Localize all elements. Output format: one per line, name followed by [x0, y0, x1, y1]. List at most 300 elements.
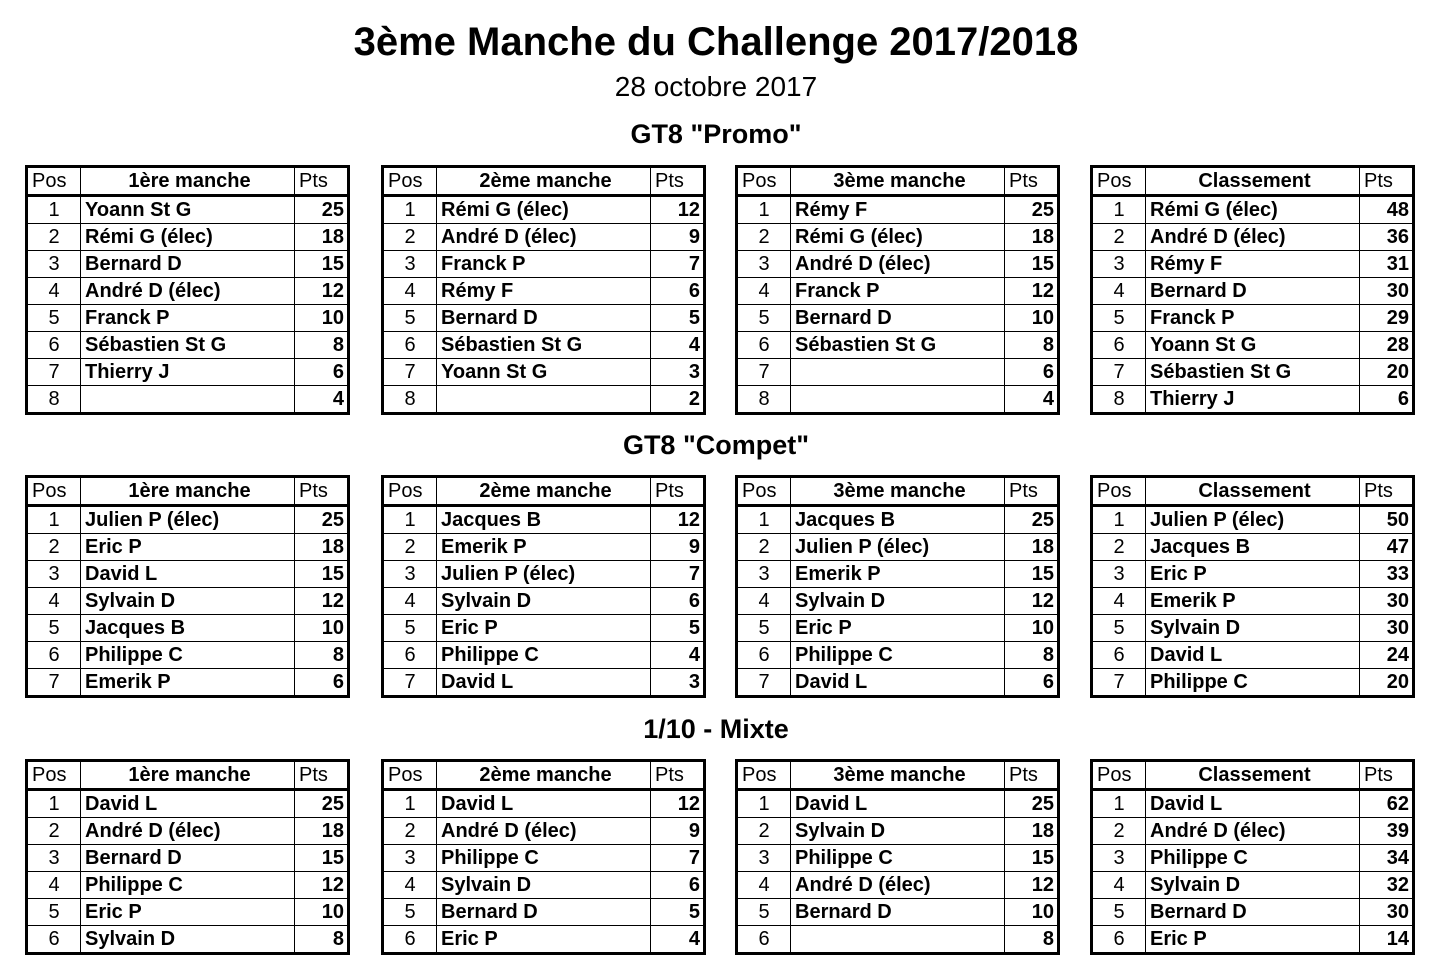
- driver-cell: [437, 386, 651, 414]
- results-table: [1090, 475, 1415, 698]
- position-cell: 2: [383, 224, 437, 251]
- table-row: [1092, 196, 1414, 224]
- results-table: [1090, 759, 1415, 955]
- table-row: [737, 534, 1059, 561]
- driver-cell: David L: [81, 790, 295, 818]
- table-row: [737, 561, 1059, 588]
- points-cell: 18: [1005, 818, 1059, 845]
- driver-cell: André D (élec): [1146, 818, 1360, 845]
- points-cell: 6: [295, 359, 349, 386]
- position-cell: 4: [737, 588, 791, 615]
- page-title: 3ème Manche du Challenge 2017/2018: [353, 20, 1079, 64]
- position-cell: 5: [1092, 899, 1146, 926]
- position-cell: 2: [383, 818, 437, 845]
- results-table: [25, 759, 350, 955]
- driver-cell: André D (élec): [81, 278, 295, 305]
- points-cell: 47: [1360, 534, 1414, 561]
- table-row: [1092, 615, 1414, 642]
- round-header: Classement: [1146, 477, 1360, 506]
- points-cell: 24: [1360, 642, 1414, 669]
- pts-header: Pts: [1360, 477, 1414, 506]
- pos-header: Pos: [1092, 477, 1146, 506]
- points-cell: 62: [1360, 790, 1414, 818]
- table-row: [27, 251, 349, 278]
- table-row: [737, 926, 1059, 954]
- table-row: [1092, 790, 1414, 818]
- position-cell: 5: [1092, 615, 1146, 642]
- table-header-row: [383, 477, 705, 506]
- driver-cell: David L: [81, 561, 295, 588]
- table-row: [737, 899, 1059, 926]
- position-cell: 1: [48, 509, 60, 531]
- driver-cell: David L: [437, 669, 651, 697]
- table-row: [383, 534, 705, 561]
- points-cell: 7: [651, 251, 705, 278]
- driver-cell: Eric P: [437, 926, 651, 954]
- table-header-row: [27, 167, 349, 196]
- pos-header: Pos: [1092, 167, 1146, 196]
- table-row: [1092, 818, 1414, 845]
- position-cell: 6: [1092, 926, 1146, 954]
- driver-cell: Julien P (élec): [791, 534, 1005, 561]
- position-cell: 6: [1092, 332, 1146, 359]
- position-cell: 2: [737, 818, 791, 845]
- position-cell: 6: [383, 332, 437, 359]
- driver-cell: Rémi G (élec): [1146, 196, 1360, 224]
- points-cell: 8: [1005, 926, 1059, 954]
- driver-cell: Emerik P: [1146, 588, 1360, 615]
- points-cell: 15: [295, 845, 349, 872]
- pos-header: Pos: [383, 477, 437, 506]
- round-header: 1ère manche: [81, 477, 295, 506]
- driver-cell: Sébastien St G: [791, 332, 1005, 359]
- position-cell: 3: [1092, 845, 1146, 872]
- driver-cell: Rémi G (élec): [81, 224, 295, 251]
- results-table: [25, 475, 350, 698]
- table-row: [27, 615, 349, 642]
- table-row: [383, 561, 705, 588]
- position-cell: 3: [383, 561, 437, 588]
- points-cell: 6: [651, 278, 705, 305]
- driver-cell: Sylvain D: [437, 872, 651, 899]
- pos-header: Pos: [383, 167, 437, 196]
- pts-header: Pts: [1005, 167, 1059, 196]
- table-row: [1092, 305, 1414, 332]
- table-row: [737, 278, 1059, 305]
- results-table: [381, 165, 706, 415]
- points-cell: 25: [295, 196, 349, 224]
- position-cell: 3: [383, 251, 437, 278]
- round-header: 2ème manche: [437, 477, 651, 506]
- position-cell: 3: [737, 251, 791, 278]
- points-cell: 7: [651, 561, 705, 588]
- table-row: [383, 845, 705, 872]
- points-cell: 8: [1005, 642, 1059, 669]
- position-cell: 7: [1092, 669, 1146, 697]
- driver-cell: Jacques B: [791, 506, 1005, 534]
- points-cell: 6: [1005, 359, 1059, 386]
- position-cell: 6: [737, 926, 791, 954]
- position-cell: 8: [383, 386, 437, 414]
- points-cell: 10: [295, 305, 349, 332]
- points-cell: 8: [295, 642, 349, 669]
- position-cell: 2: [27, 224, 81, 251]
- driver-cell: [791, 926, 1005, 954]
- points-cell: 5: [651, 305, 705, 332]
- table-row: [383, 899, 705, 926]
- points-cell: 4: [651, 332, 705, 359]
- position-cell: 2: [1092, 534, 1146, 561]
- table-row: [383, 278, 705, 305]
- position-cell: 3: [737, 561, 791, 588]
- driver-cell: Sylvain D: [791, 588, 1005, 615]
- table-row: [27, 534, 349, 561]
- pts-header: Pts: [1005, 761, 1059, 790]
- table-row: [737, 790, 1059, 818]
- driver-cell: David L: [1146, 790, 1360, 818]
- points-cell: 25: [1005, 790, 1059, 818]
- position-cell: 6: [27, 926, 81, 954]
- position-cell: 1: [1113, 199, 1125, 221]
- driver-cell: Sylvain D: [791, 818, 1005, 845]
- position-cell: 7: [1092, 359, 1146, 386]
- round-header: 2ème manche: [437, 167, 651, 196]
- table-row: [1092, 845, 1414, 872]
- position-cell: 6: [737, 642, 791, 669]
- points-cell: 4: [651, 642, 705, 669]
- points-cell: 25: [295, 506, 349, 534]
- position-cell: 1: [404, 509, 416, 531]
- table-header-row: [737, 477, 1059, 506]
- table-row: [1092, 899, 1414, 926]
- points-cell: 9: [651, 534, 705, 561]
- points-cell: 18: [1005, 224, 1059, 251]
- points-cell: 14: [1360, 926, 1414, 954]
- position-cell: 3: [737, 845, 791, 872]
- position-cell: 4: [27, 588, 81, 615]
- table-row: [1092, 561, 1414, 588]
- position-cell: 5: [27, 899, 81, 926]
- driver-cell: André D (élec): [437, 818, 651, 845]
- position-cell: 1: [1113, 509, 1125, 531]
- driver-cell: Bernard D: [791, 305, 1005, 332]
- position-cell: 1: [758, 509, 770, 531]
- driver-cell: Sébastien St G: [1146, 359, 1360, 386]
- table-row: [383, 196, 705, 224]
- table-row: [1092, 278, 1414, 305]
- driver-cell: Eric P: [1146, 926, 1360, 954]
- points-cell: 5: [651, 899, 705, 926]
- table-header-row: [737, 167, 1059, 196]
- points-cell: 12: [1005, 872, 1059, 899]
- table-row: [27, 845, 349, 872]
- position-cell: 5: [383, 899, 437, 926]
- table-header-row: [1092, 167, 1414, 196]
- position-cell: 1: [404, 793, 416, 815]
- points-cell: 6: [1005, 669, 1059, 697]
- position-cell: 4: [737, 278, 791, 305]
- table-row: [27, 506, 349, 534]
- results-table: [735, 759, 1060, 955]
- results-table: [735, 165, 1060, 415]
- table-header-row: [383, 761, 705, 790]
- position-cell: 5: [737, 899, 791, 926]
- points-cell: 30: [1360, 615, 1414, 642]
- driver-cell: [791, 386, 1005, 414]
- points-cell: 9: [651, 224, 705, 251]
- table-row: [383, 872, 705, 899]
- position-cell: 3: [27, 845, 81, 872]
- driver-cell: Bernard D: [791, 899, 1005, 926]
- table-row: [383, 642, 705, 669]
- driver-cell: Franck P: [791, 278, 1005, 305]
- table-row: [27, 224, 349, 251]
- position-cell: 2: [27, 534, 81, 561]
- table-header-row: [27, 761, 349, 790]
- position-cell: 1: [48, 793, 60, 815]
- driver-cell: Rémi G (élec): [437, 196, 651, 224]
- position-cell: 4: [383, 872, 437, 899]
- points-cell: 15: [295, 561, 349, 588]
- position-cell: 2: [27, 818, 81, 845]
- points-cell: 12: [295, 278, 349, 305]
- round-header: 1ère manche: [81, 761, 295, 790]
- table-row: [737, 845, 1059, 872]
- driver-cell: André D (élec): [791, 251, 1005, 278]
- driver-cell: Sylvain D: [81, 926, 295, 954]
- table-row: [383, 588, 705, 615]
- driver-cell: Philippe C: [791, 845, 1005, 872]
- table-row: [737, 615, 1059, 642]
- position-cell: 4: [27, 278, 81, 305]
- position-cell: 5: [737, 615, 791, 642]
- round-header: 2ème manche: [437, 761, 651, 790]
- table-row: [383, 926, 705, 954]
- table-row: [737, 359, 1059, 386]
- driver-cell: Sébastien St G: [437, 332, 651, 359]
- table-row: [1092, 332, 1414, 359]
- driver-cell: Jacques B: [81, 615, 295, 642]
- driver-cell: Emerik P: [81, 669, 295, 697]
- driver-cell: Sylvain D: [1146, 872, 1360, 899]
- points-cell: 34: [1360, 845, 1414, 872]
- pos-header: Pos: [737, 167, 791, 196]
- points-cell: 48: [1360, 196, 1414, 224]
- pts-header: Pts: [1360, 761, 1414, 790]
- table-row: [1092, 359, 1414, 386]
- points-cell: 2: [651, 386, 705, 414]
- table-row: [383, 669, 705, 697]
- driver-cell: Philippe C: [437, 642, 651, 669]
- points-cell: 15: [1005, 561, 1059, 588]
- driver-cell: Rémy F: [437, 278, 651, 305]
- points-cell: 4: [651, 926, 705, 954]
- points-cell: 28: [1360, 332, 1414, 359]
- driver-cell: Julien P (élec): [81, 506, 295, 534]
- page-date: 28 octobre 2017: [614, 71, 818, 102]
- driver-cell: Eric P: [81, 899, 295, 926]
- pts-header: Pts: [651, 167, 705, 196]
- pts-header: Pts: [651, 761, 705, 790]
- driver-cell: Yoann St G: [81, 196, 295, 224]
- position-cell: 5: [27, 305, 81, 332]
- driver-cell: Eric P: [791, 615, 1005, 642]
- driver-cell: Eric P: [1146, 561, 1360, 588]
- round-header: 1ère manche: [81, 167, 295, 196]
- points-cell: 6: [1360, 386, 1414, 414]
- table-row: [27, 332, 349, 359]
- points-cell: 10: [1005, 615, 1059, 642]
- position-cell: 2: [737, 224, 791, 251]
- points-cell: 29: [1360, 305, 1414, 332]
- driver-cell: Sylvain D: [1146, 615, 1360, 642]
- table-row: [1092, 872, 1414, 899]
- table-row: [383, 386, 705, 414]
- position-cell: 6: [383, 926, 437, 954]
- driver-cell: Bernard D: [1146, 899, 1360, 926]
- table-row: [27, 669, 349, 697]
- driver-cell: Jacques B: [437, 506, 651, 534]
- driver-cell: Sylvain D: [81, 588, 295, 615]
- results-table: [735, 475, 1060, 698]
- position-cell: 3: [1092, 561, 1146, 588]
- driver-cell: Eric P: [437, 615, 651, 642]
- table-header-row: [1092, 761, 1414, 790]
- driver-cell: André D (élec): [1146, 224, 1360, 251]
- pts-header: Pts: [295, 761, 349, 790]
- points-cell: 25: [1005, 506, 1059, 534]
- table-row: [1092, 251, 1414, 278]
- points-cell: 30: [1360, 588, 1414, 615]
- points-cell: 18: [295, 534, 349, 561]
- points-cell: 4: [295, 386, 349, 414]
- driver-cell: Philippe C: [1146, 669, 1360, 697]
- position-cell: 4: [737, 872, 791, 899]
- driver-cell: Emerik P: [437, 534, 651, 561]
- driver-cell: Philippe C: [81, 642, 295, 669]
- table-row: [737, 196, 1059, 224]
- points-cell: 8: [295, 926, 349, 954]
- driver-cell: [81, 386, 295, 414]
- table-row: [383, 615, 705, 642]
- position-cell: 4: [1092, 588, 1146, 615]
- results-table: [381, 475, 706, 698]
- points-cell: 12: [1005, 278, 1059, 305]
- pos-header: Pos: [737, 477, 791, 506]
- position-cell: 5: [383, 305, 437, 332]
- table-row: [383, 305, 705, 332]
- points-cell: 5: [651, 615, 705, 642]
- position-cell: 4: [1092, 872, 1146, 899]
- driver-cell: David L: [791, 669, 1005, 697]
- position-cell: 1: [758, 793, 770, 815]
- points-cell: 10: [1005, 899, 1059, 926]
- points-cell: 6: [651, 588, 705, 615]
- pos-header: Pos: [1092, 761, 1146, 790]
- position-cell: 2: [1092, 818, 1146, 845]
- driver-cell: Rémy F: [1146, 251, 1360, 278]
- points-cell: 10: [1005, 305, 1059, 332]
- points-cell: 12: [651, 506, 705, 534]
- points-cell: 30: [1360, 278, 1414, 305]
- points-cell: 8: [295, 332, 349, 359]
- position-cell: 6: [1092, 642, 1146, 669]
- position-cell: 2: [383, 534, 437, 561]
- table-header-row: [27, 477, 349, 506]
- pts-header: Pts: [651, 477, 705, 506]
- points-cell: 20: [1360, 669, 1414, 697]
- driver-cell: Jacques B: [1146, 534, 1360, 561]
- driver-cell: Yoann St G: [1146, 332, 1360, 359]
- position-cell: 7: [27, 669, 81, 697]
- position-cell: 1: [1113, 793, 1125, 815]
- section-title: GT8 "Compet": [622, 430, 810, 460]
- table-row: [383, 332, 705, 359]
- driver-cell: [791, 359, 1005, 386]
- position-cell: 7: [27, 359, 81, 386]
- position-cell: 5: [383, 615, 437, 642]
- driver-cell: André D (élec): [81, 818, 295, 845]
- driver-cell: Emerik P: [791, 561, 1005, 588]
- table-row: [737, 872, 1059, 899]
- table-row: [27, 642, 349, 669]
- table-row: [737, 224, 1059, 251]
- round-header: Classement: [1146, 761, 1360, 790]
- table-row: [383, 251, 705, 278]
- position-cell: 4: [383, 588, 437, 615]
- position-cell: 7: [383, 669, 437, 697]
- driver-cell: Philippe C: [81, 872, 295, 899]
- points-cell: 33: [1360, 561, 1414, 588]
- position-cell: 6: [737, 332, 791, 359]
- pos-header: Pos: [383, 761, 437, 790]
- driver-cell: Franck P: [1146, 305, 1360, 332]
- table-row: [383, 818, 705, 845]
- position-cell: 1: [758, 199, 770, 221]
- position-cell: 3: [27, 561, 81, 588]
- table-row: [27, 588, 349, 615]
- driver-cell: Bernard D: [81, 845, 295, 872]
- pts-header: Pts: [295, 167, 349, 196]
- table-row: [383, 224, 705, 251]
- pos-header: Pos: [27, 167, 81, 196]
- points-cell: 39: [1360, 818, 1414, 845]
- pos-header: Pos: [27, 761, 81, 790]
- position-cell: 6: [27, 642, 81, 669]
- points-cell: 10: [295, 899, 349, 926]
- table-row: [1092, 642, 1414, 669]
- position-cell: 7: [737, 669, 791, 697]
- points-cell: 9: [651, 818, 705, 845]
- points-cell: 36: [1360, 224, 1414, 251]
- position-cell: 1: [48, 199, 60, 221]
- driver-cell: Yoann St G: [437, 359, 651, 386]
- driver-cell: Philippe C: [791, 642, 1005, 669]
- driver-cell: Sylvain D: [437, 588, 651, 615]
- points-cell: 18: [1005, 534, 1059, 561]
- points-cell: 15: [1005, 845, 1059, 872]
- position-cell: 8: [1092, 386, 1146, 414]
- driver-cell: Julien P (élec): [1146, 506, 1360, 534]
- table-row: [27, 561, 349, 588]
- position-cell: 4: [27, 872, 81, 899]
- points-cell: 12: [295, 872, 349, 899]
- table-row: [27, 899, 349, 926]
- table-row: [1092, 386, 1414, 414]
- points-cell: 3: [651, 669, 705, 697]
- position-cell: 5: [1092, 305, 1146, 332]
- driver-cell: Rémy F: [791, 196, 1005, 224]
